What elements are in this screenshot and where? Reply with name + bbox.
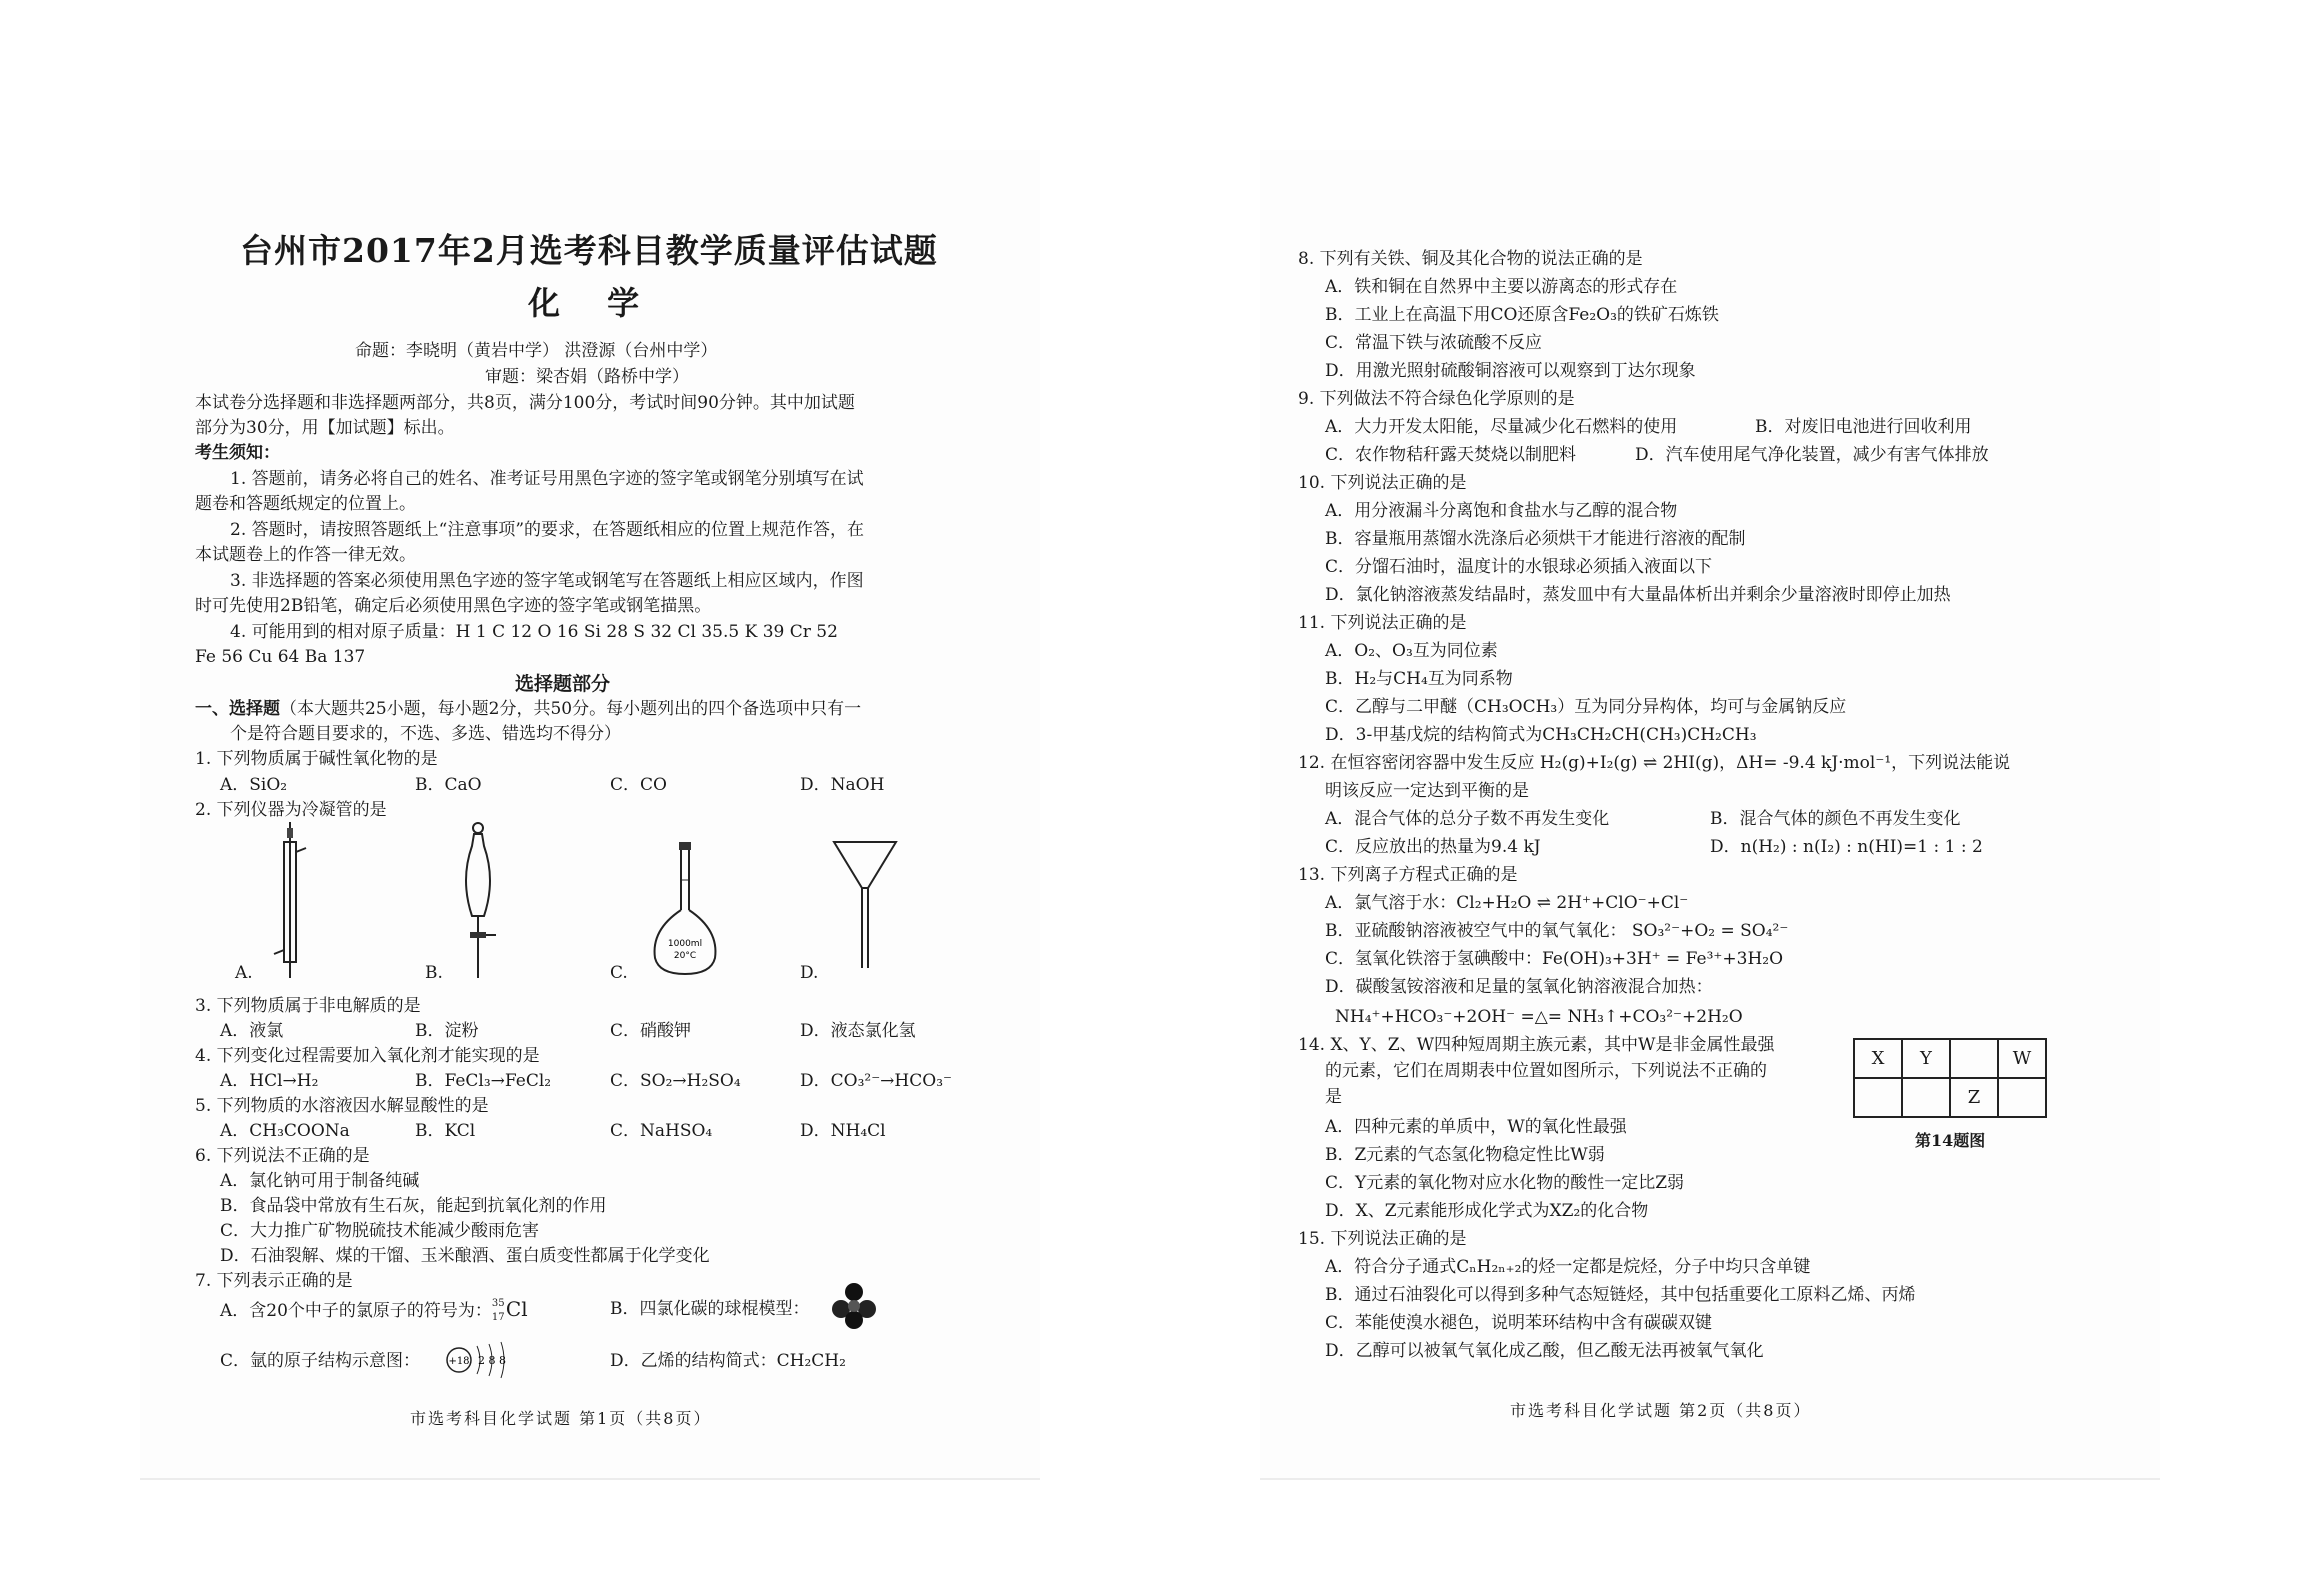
q7a-text: A．含20个中子的氯原子的符号为： bbox=[220, 1301, 492, 1321]
periodic-cell: Z bbox=[1950, 1078, 1998, 1117]
q11-option-c[interactable]: C．乙醇与二甲醚（CH₃OCH₃）互为同分异构体，均可与金属钠反应 bbox=[1325, 697, 1847, 717]
question-13: 13. 下列离子方程式正确的是 bbox=[1298, 865, 1518, 885]
periodic-cell bbox=[1902, 1078, 1950, 1117]
notice-1a: 1. 答题前，请务必将自己的姓名、准考证号用黑色字迹的签字笔或钢笔分别填写在试 bbox=[230, 469, 864, 489]
periodic-cell bbox=[1854, 1078, 1902, 1117]
q2-option-c[interactable]: C. bbox=[610, 963, 628, 983]
q6-option-a[interactable]: A．氯化钠可用于制备纯碱 bbox=[220, 1171, 420, 1191]
section-heading: 选择题部分 bbox=[515, 673, 611, 695]
q7a-mass-number: 35 bbox=[491, 1298, 505, 1309]
page-2-footer: 市选考科目化学试题 第2页（共8页） bbox=[1510, 1401, 1812, 1420]
question-9: 9. 下列做法不符合绿色化学原则的是 bbox=[1298, 389, 1575, 409]
periodic-table-row-2 bbox=[1854, 1078, 2046, 1117]
periodic-cell bbox=[1998, 1078, 2046, 1117]
question-11: 11. 下列说法正确的是 bbox=[1298, 613, 1467, 633]
q15-option-c[interactable]: C．苯能使溴水褪色，说明苯环结构中含有碳碳双键 bbox=[1325, 1313, 1713, 1333]
exam-title: 台州市2017年2月选考科目教学质量评估试题 bbox=[240, 231, 938, 270]
q9-option-c[interactable]: C．农作物秸秆露天焚烧以制肥料 bbox=[1325, 445, 1577, 465]
q14-option-b[interactable]: B．Z元素的气态氢化物稳定性比W弱 bbox=[1325, 1145, 1605, 1165]
q14-option-c[interactable]: C．Y元素的氧化物对应水化物的酸性一定比Z弱 bbox=[1325, 1173, 1685, 1193]
q7-option-d[interactable]: D．乙烯的结构简式：CH₂CH₂ bbox=[610, 1351, 846, 1371]
question-14-line2: 的元素，它们在周期表中位置如图所示，下列说法不正确的 bbox=[1325, 1061, 1767, 1081]
question-4: 4. 下列变化过程需要加入氧化剂才能实现的是 bbox=[195, 1046, 540, 1066]
q6-option-d[interactable]: D．石油裂解、煤的干馏、玉米酿酒、蛋白质变性都属于化学变化 bbox=[220, 1246, 710, 1266]
q7-option-a[interactable] bbox=[220, 1298, 528, 1322]
q8-option-b[interactable]: B．工业上在高温下用CO还原含Fe₂O₃的铁矿石炼铁 bbox=[1325, 305, 1719, 325]
notice-2b: 本试题卷上的作答一律无效。 bbox=[195, 545, 416, 565]
q3-option-c[interactable]: C．硝酸钾 bbox=[610, 1021, 692, 1041]
periodic-cell: Y bbox=[1902, 1039, 1950, 1078]
reviewer-line: 审题：梁杏娟（路桥中学） bbox=[485, 367, 689, 387]
q13-option-b[interactable]: B．亚硫酸钠溶液被空气中的氧气氧化： SO₃²⁻+O₂ = SO₄²⁻ bbox=[1325, 921, 1789, 941]
q1-option-a[interactable]: A．SiO₂ bbox=[220, 775, 288, 795]
notice-3a: 3. 非选择题的答案必须使用黑色字迹的签字笔或钢笔写在答题纸上相应区域内，作图 bbox=[230, 571, 864, 591]
part1-heading-bold: 一、选择题 bbox=[195, 699, 280, 719]
page-1-footer: 市选考科目化学试题 第1页（共8页） bbox=[410, 1409, 712, 1428]
q5-option-b[interactable]: B．KCl bbox=[415, 1121, 476, 1141]
question-12: 12. 在恒容密闭容器中发生反应 H₂(g)+I₂(g) ⇌ 2HI(g)，ΔH= -9.4 kJ·mol⁻¹，下列说法能说 bbox=[1298, 753, 2011, 773]
condenser-apparatus bbox=[260, 820, 320, 980]
question-8: 8. 下列有关铁、铜及其化合物的说法正确的是 bbox=[1298, 249, 1643, 269]
q15-option-a[interactable]: A．符合分子通式CₙH₂ₙ₊₂的烃一定都是烷烃，分子中均只含单键 bbox=[1325, 1257, 1811, 1277]
q7a-atomic-number: 17 bbox=[491, 1312, 505, 1323]
q1-option-d[interactable]: D．NaOH bbox=[800, 775, 885, 795]
q4-option-d[interactable]: D．CO₃²⁻→HCO₃⁻ bbox=[800, 1071, 952, 1091]
q13-option-d[interactable]: D．碳酸氢铵溶液和足量的氢氧化钠溶液混合加热： bbox=[1325, 977, 1713, 997]
intro-line-1: 本试卷分选择题和非选择题两部分，共8页，满分100分，考试时间90分钟。其中加试题 bbox=[195, 393, 855, 413]
question-12-line2: 明该反应一定达到平衡的是 bbox=[1325, 781, 1529, 801]
notice-heading: 考生须知： bbox=[195, 443, 280, 463]
q8-option-a[interactable]: A．铁和铜在自然界中主要以游离态的形式存在 bbox=[1325, 277, 1678, 297]
question-2: 2. 下列仪器为冷凝管的是 bbox=[195, 800, 387, 820]
q12-option-a[interactable]: A．混合气体的总分子数不再发生变化 bbox=[1325, 809, 1610, 829]
q11-option-b[interactable]: B．H₂与CH₄互为同系物 bbox=[1325, 669, 1513, 689]
flask-volume-label: 1000ml bbox=[667, 939, 703, 949]
q7a-symbol: Cl bbox=[505, 1297, 528, 1321]
periodic-cell bbox=[1950, 1039, 1998, 1078]
q2-option-b[interactable]: B. bbox=[425, 963, 443, 983]
q5-option-a[interactable]: A．CH₃COONa bbox=[220, 1121, 350, 1141]
page-1-edge bbox=[140, 1478, 1040, 1480]
q14-option-d[interactable]: D．X、Z元素能形成化学式为XZ₂的化合物 bbox=[1325, 1201, 1649, 1221]
q9-option-a[interactable]: A．大力开发太阳能，尽量减少化石燃料的使用 bbox=[1325, 417, 1678, 437]
q4-option-b[interactable]: B．FeCl₃→FeCl₂ bbox=[415, 1071, 552, 1091]
q3-option-b[interactable]: B．淀粉 bbox=[415, 1021, 479, 1041]
q13-option-c[interactable]: C．氢氧化铁溶于氢碘酸中：Fe(OH)₃+3H⁺ = Fe³⁺+3H₂O bbox=[1325, 949, 1784, 969]
q5-option-c[interactable]: C．NaHSO₄ bbox=[610, 1121, 713, 1141]
q8-option-d[interactable]: D．用激光照射硫酸铜溶液可以观察到丁达尔现象 bbox=[1325, 361, 1696, 381]
q10-option-c[interactable]: C．分馏石油时，温度计的水银球必须插入液面以下 bbox=[1325, 557, 1713, 577]
q15-option-b[interactable]: B．通过石油裂化可以得到多种气态短链烃，其中包括重要化工原料乙烯、丙烯 bbox=[1325, 1285, 1916, 1305]
q7b-text: B．四氯化碳的球棍模型： bbox=[610, 1299, 810, 1319]
page-1 bbox=[140, 150, 1040, 1480]
q7-option-c[interactable] bbox=[220, 1350, 420, 1372]
q3-option-d[interactable]: D．液态氯化氢 bbox=[800, 1021, 916, 1041]
q6-option-b[interactable]: B．食品袋中常放有生石灰，能起到抗氧化剂的作用 bbox=[220, 1196, 607, 1216]
question-6: 6. 下列说法不正确的是 bbox=[195, 1146, 370, 1166]
figure-14-caption: 第14题图 bbox=[1915, 1131, 1986, 1150]
ccl4-ball-model-icon bbox=[830, 1282, 878, 1330]
q13-option-d-equation: NH₄⁺+HCO₃⁻+2OH⁻ =△= NH₃↑+CO₃²⁻+2H₂O bbox=[1335, 1007, 1743, 1027]
subject-title: 化 学 bbox=[528, 284, 658, 322]
argon-nucleus-label: +18 bbox=[448, 1356, 470, 1367]
question-14-line1: 14. X、Y、Z、W四种短周期主族元素，其中W是非金属性最强 bbox=[1298, 1035, 1775, 1055]
authors-line: 命题：李晓明（黄岩中学） 洪澄源（台州中学） bbox=[355, 341, 718, 361]
q6-option-c[interactable]: C．大力推广矿物脱硫技术能减少酸雨危害 bbox=[220, 1221, 540, 1241]
question-3: 3. 下列物质属于非电解质的是 bbox=[195, 996, 421, 1016]
question-14-line3: 是 bbox=[1325, 1087, 1342, 1107]
q3-option-a[interactable]: A．液氯 bbox=[220, 1021, 284, 1041]
q9-option-b[interactable]: B．对废旧电池进行回收利用 bbox=[1755, 417, 1972, 437]
volumetric-flask-apparatus bbox=[645, 840, 725, 980]
q7-option-b[interactable] bbox=[610, 1298, 810, 1320]
q12-option-c[interactable]: C．反应放出的热量为9.4 kJ bbox=[1325, 837, 1541, 857]
part1-line2: 个是符合题目要求的，不选、多选、错选均不得分） bbox=[230, 724, 621, 744]
part1-heading bbox=[195, 698, 861, 720]
question-1: 1. 下列物质属于碱性氧化物的是 bbox=[195, 749, 438, 769]
q5-option-d[interactable]: D．NH₄Cl bbox=[800, 1121, 886, 1141]
page-2-edge bbox=[1260, 1478, 2160, 1480]
argon-shells-label: 2 8 8 bbox=[478, 1354, 506, 1367]
q12-option-d[interactable]: D．n(H₂) : n(I₂) : n(HI)=1 : 1 : 2 bbox=[1710, 837, 1983, 857]
periodic-cell: W bbox=[1998, 1039, 2046, 1078]
notice-3b: 时可先使用2B铅笔，确定后必须使用黑色字迹的签字笔或钢笔描黑。 bbox=[195, 596, 712, 616]
q11-option-a[interactable]: A．O₂、O₃互为同位素 bbox=[1325, 641, 1498, 661]
notice-4b: Fe 56 Cu 64 Ba 137 bbox=[195, 647, 366, 667]
q1-option-c[interactable]: C．CO bbox=[610, 775, 667, 795]
question-5: 5. 下列物质的水溶液因水解显酸性的是 bbox=[195, 1096, 489, 1116]
notice-4a: 4. 可能用到的相对原子质量：H 1 C 12 O 16 Si 28 S 32 Cl 35.5 K 39 Cr 52 bbox=[230, 622, 838, 642]
q12-option-b[interactable]: B．混合气体的颜色不再发生变化 bbox=[1710, 809, 1961, 829]
argon-atom-structure-icon bbox=[445, 1340, 525, 1380]
q4-option-a[interactable]: A．HCl→H₂ bbox=[220, 1071, 319, 1091]
part1-heading-rest: （本大题共25小题，每小题2分，共50分。每小题列出的四个备选项中只有一 bbox=[280, 699, 862, 719]
periodic-cell: X bbox=[1854, 1039, 1902, 1078]
q8-option-c[interactable]: C．常温下铁与浓硫酸不反应 bbox=[1325, 333, 1543, 353]
q1-option-b[interactable]: B．CaO bbox=[415, 775, 482, 795]
q7c-text: C．氩的原子结构示意图： bbox=[220, 1351, 421, 1371]
notice-2a: 2. 答题时，请按照答题纸上“注意事项”的要求，在答题纸相应的位置上规范作答，在 bbox=[230, 520, 865, 540]
flask-temp-label: 20°C bbox=[673, 951, 697, 961]
periodic-table-figure bbox=[1853, 1038, 2047, 1118]
question-15: 15. 下列说法正确的是 bbox=[1298, 1229, 1467, 1249]
q10-option-a[interactable]: A．用分液漏斗分离饱和食盐水与乙醇的混合物 bbox=[1325, 501, 1678, 521]
periodic-table-row-1 bbox=[1854, 1039, 2046, 1078]
q9-option-d[interactable]: D．汽车使用尾气净化装置，减少有害气体排放 bbox=[1635, 445, 1989, 465]
q11-option-d[interactable]: D．3-甲基戊烷的结构简式为CH₃CH₂CH(CH₃)CH₂CH₃ bbox=[1325, 725, 1757, 745]
q2-option-a[interactable]: A. bbox=[235, 963, 253, 983]
page-2 bbox=[1260, 150, 2160, 1480]
separatory-funnel-apparatus bbox=[448, 820, 508, 980]
funnel-apparatus bbox=[830, 840, 900, 970]
q2-option-d[interactable]: D. bbox=[800, 963, 819, 983]
question-10: 10. 下列说法正确的是 bbox=[1298, 473, 1467, 493]
q10-option-b[interactable]: B．容量瓶用蒸馏水洗涤后必须烘干才能进行溶液的配制 bbox=[1325, 529, 1746, 549]
notice-1b: 题卷和答题纸规定的位置上。 bbox=[195, 494, 416, 514]
intro-line-2: 部分为30分，用【加试题】标出。 bbox=[195, 418, 455, 438]
q4-option-c[interactable]: C．SO₂→H₂SO₄ bbox=[610, 1071, 741, 1091]
q10-option-d[interactable]: D．氯化钠溶液蒸发结晶时，蒸发皿中有大量晶体析出并剩余少量溶液时即停止加热 bbox=[1325, 585, 1951, 605]
q15-option-d[interactable]: D．乙醇可以被氧气氧化成乙酸，但乙酸无法再被氧气氧化 bbox=[1325, 1341, 1764, 1361]
q14-option-a[interactable]: A．四种元素的单质中，W的氧化性最强 bbox=[1325, 1117, 1627, 1137]
question-7: 7. 下列表示正确的是 bbox=[195, 1271, 353, 1291]
q13-option-a[interactable]: A．氯气溶于水：Cl₂+H₂O ⇌ 2H⁺+ClO⁻+Cl⁻ bbox=[1325, 893, 1689, 913]
